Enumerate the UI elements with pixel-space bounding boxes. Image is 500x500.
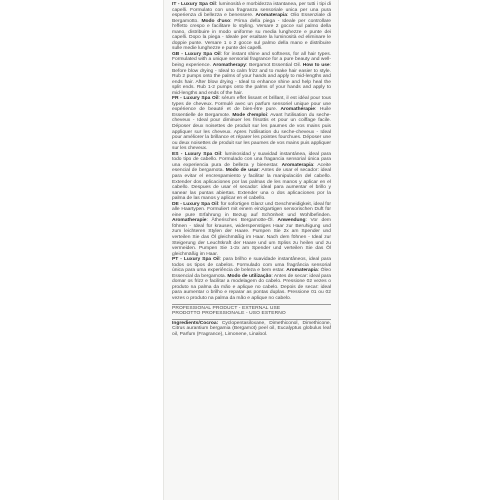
usage-label: Modo de utilização <box>227 273 272 279</box>
product-name: Luxury Spa Oil <box>183 201 218 207</box>
ingredients-text: Cyclopentasiloxane, Dimethiconol, Dimethicone, Citrus aurantium bergamia (Bergamot) peel oil, Eucalyptus globulus leaf oil, Parfum (Fragrance), Limonene, Linalool. <box>172 320 331 337</box>
product-name: Luxury Spa Oil <box>184 51 221 57</box>
description: : for instant shine and softness, for all hair types. Formulated with a unique sensorial fragrance for a pure beauty and well-being experience. <box>172 51 332 69</box>
aromatherapy-text: : Aceite esencial de bergamota. <box>172 162 331 174</box>
aromatherapy-label: Aromatherapie <box>172 218 207 224</box>
section-it: IT - Luxury Spa Oil: luminosità e morbidezza istantanea, per tutti i tipi di capelli. Formulato con una fragranza sensoriale unica per una pura esperienza di bellezza e benessere. Aromaterapia: Olio Essenziale di Bergamotto. Modo d'uso: Prima della piega - Ideale per controllare l'effetto crespo e facilitare lo styling. Versare 2 gocce sul palmo della mano, distribuire in modo uniforme su media lunghezze e punte dei capelli. Dopo la piega - Ideale per esaltare la luminosità ed eliminare le doppie punte. Versare 1 o 2 gocce sul palmo della mano e distribuire sulle medie lunghezze e punte dei capelli. <box>172 2 332 52</box>
aromatherapy-label: Aromaterapia <box>281 162 314 168</box>
usage-text: : Antes de secar: ideal para domar os frizz e facilitar a modelagem do cabelo. Pressione 02 vezes o produto na palma da mão e aplique no cabelo. Depois de secar: ideal para aumentar o brilho e reparar as pontas duplas. Pressione 01 ou 02 vezes o produto na palma da mão e aplique no cabelo. <box>172 273 331 301</box>
lang-code: DE <box>172 201 179 207</box>
aromatherapy-text: : Ätherisches Bergamotte-Öl. <box>206 218 274 224</box>
description: : para brilho e suavidade instantâneos, ideal para todos os tipos de cabelos. Formulado com uma fragrância sensorial única para uma experiência de beleza e bem estar. <box>172 257 331 274</box>
aromatherapy-text: : Bergamot Essential Oil. <box>245 63 301 69</box>
description: : sérum effet lissant et brillant, il est idéal pour tous types de cheveux. Formulé avec un parfum sensoriel unique pour une expérience de beauté et de bien-être pure. <box>172 96 332 113</box>
lang-code: IT <box>172 2 177 7</box>
usage-label: Modo de usar <box>225 168 259 174</box>
ingredients <box>172 321 331 338</box>
usage-label: Anwendung <box>277 218 306 224</box>
section-divider <box>172 304 331 305</box>
aromatherapy-text: : Huile Essentielle de Bergamote. <box>172 107 331 118</box>
label-text-block <box>172 2 331 337</box>
product-name: Luxury Spa Oil <box>181 2 216 7</box>
section-fr: FR - Luxury Spa Oil: sérum effet lissant et brillant, il est idéal pour tous types de cheveux. Formulé avec un parfum sensoriel unique pour une expérience de beauté et de bien-être pure. Aromathérapie: Huile Essentielle de Bergamote. Mode d'emploi: Avant l'utilisation du seche-cheveux - Ideal pour diminuer les frisottis et pour un coiffage facile. Déposer deux noisettes de produit sur les paumes de vos mains puis appliquer sur les cheveux. Apres l'utilisation du seche-cheveux - Ideal pour améliorer la brillance et réparer les pointes fourchues. Déposer une ou deux noisettes de produit sur les paumes de vos mains puis appliquer sur les cheveux. <box>172 96 332 152</box>
aromatherapy-label: Aromaterapia <box>286 268 318 274</box>
usage-label: Modo d'uso <box>201 18 231 24</box>
lang-code: ES <box>172 151 179 157</box>
section-pt: PT - Luxury Spa Oil: para brilho e suavidade instantâneos, ideal para todos os tipos de cabelos. Formulado com uma fragrância sensorial única para uma experiência de beleza e bem estar. Aromaterapia: Óleo Essencial da bergamota. Modo de utilização: Antes de secar: ideal para domar os frizz e facilitar a modelagem do cabelo. Pressione 02 vezes o produto na palma da mão e aplique no cabelo. Depois de secar: ideal para aumentar o brilho e reparar as pontas duplas. Pressione 01 ou 02 vezes o produto na palma da mão e aplique no cabelo. <box>172 257 331 301</box>
lang-code: FR <box>172 96 179 102</box>
aromatherapy-label: Aromatherapy <box>212 63 246 69</box>
product-name: Luxury Spa Oil <box>183 257 220 263</box>
usage-text: : Antes de usar el secador: ideal para evitar el encrespamiento y facilitar la manipulación del cabello. Extender dos aplicaciones por las palmas de les manos y aplicar en el cabello. Despues de usar el secador: ideal para aumentar el brillo y sanear las puntas abiertas. Extender una o dos aplicaciones por la palma de las manos y aplicar en el cabello. <box>172 168 332 202</box>
usage-label: Mode d'emploi <box>232 112 268 118</box>
aromatherapy-text: : Olio Essenziale di Bergamotto. <box>172 13 332 24</box>
lang-code: PT <box>172 257 179 263</box>
professional-notice-it: PRODOTTO PROFESSIONALE - USO ESTERNO <box>172 311 286 317</box>
product-label-strip <box>163 0 339 500</box>
ingredients-divider <box>172 319 331 320</box>
aromatherapy-label: Aromaterapia <box>255 13 287 19</box>
aromatherapy-text: : Óleo Essencial da bergamota. <box>172 268 331 279</box>
usage-text: : Prima della piega - Ideale per controllare l'effetto crespo e facilitare lo styling. Versare 2 gocce sul palmo della mano, distribuire in modo uniforme su media lunghezze e punte dei capelli. Dopo la piega - Ideale per esaltare la luminosità ed eliminare le doppie punte. Versare 1 o 2 gocce sul palmo della mano e distribuire sulle medie lunghezze e punte dei capelli. <box>172 18 332 52</box>
description: : luminosidad y suavidad instantánea, ideal para todo tipo de cabello. Formulado con una fragancia sensorial única para una experiencia pura de belleza y bienestar. <box>172 151 331 168</box>
description: : für sofortigen Glanz und Geschmeidigkeit, ideal für alle Haartypen. Formuliert mit einem einzigartigen sensorischen Duft für eine pure Erfahrung in Bezug auf Schönheit und Wohlbefinden. <box>172 201 331 218</box>
usage-text: : Vor dem föhnen - Ideal für krauses, widerspenstiges Haar zur Beruhigung und zum leichteren Stylen der Haare. Pumpen Sie 2x am Spender und verteilen Sie das Öl gleichmäßig im Haar. Nach dem föhnen - Ideal zur Steigerung der Leuchtkraft der Haare und um Spliss zu heilen und zu vermeiden. Pumpen Sie 1-2x am Spender und verteilen Sie das Öl gleichmäßig im Haar. <box>172 218 332 257</box>
product-name: Luxury Spa Oil <box>184 151 222 157</box>
section-de: DE - Luxury Spa Oil: für sofortigen Glanz und Geschmeidigkeit, ideal für alle Haartypen. Formuliert mit einem einzigartigen sensorischen Duft für eine pure Erfahrung in Bezug auf Schönheit und Wohlbefinden. Aromatherapie: Ätherisches Bergamotte-Öl. Anwendung: Vor dem föhnen - Ideal für krauses, widerspenstiges Haar zur Beruhigung und zum leichteren Stylen der Haare. Pumpen Sie 2x am Spender und verteilen Sie das Öl gleichmäßig im Haar. Nach dem föhnen - Ideal zur Steigerung der Leuchtkraft der Haare und um Spliss zu heilen und zu vermeiden. Pumpen Sie 1-2x am Spender und verteilen Sie das Öl gleichmäßig im Haar. <box>172 201 332 257</box>
usage-text: : Before blow drying - Ideal to calm frizz and to make hair easier to style. Rub 2 pumps onto the palms of your hands and apply to mid-lengths and ends hair. After blow drying - Ideal to enhance shine and help heal the split ends. Rub 1-2 pumps onto the palms of your hands and apply to mid-lengths and ends of the hair. <box>172 63 331 96</box>
section-es: ES - Luxury Spa Oil: luminosidad y suavidad instantánea, ideal para todo tipo de cabello. Formulado con una fragancia sensorial única para una experiencia pura de belleza y bienestar. Aromaterapia: Aceite esencial de bergamota. Modo de usar: Antes de usar el secador: ideal para evitar el encrespamiento y facilitar la manipulación del cabello. Extender dos aplicaciones por las palmas de les manos y aplicar en el cabello. Despues de usar el secador: ideal para aumentar el brillo y sanear las puntas abiertas. Extender una o dos aplicaciones por la palma de las manos y aplicar en el cabello. <box>172 151 332 202</box>
usage-label: How to use <box>302 63 330 69</box>
lang-code: GB <box>172 51 180 57</box>
product-name: Luxury Spa Oil <box>183 96 219 102</box>
aromatherapy-label: Aromathérapie <box>280 107 316 113</box>
section-gb: GB - Luxury Spa Oil: for instant shine and softness, for all hair types. Formulated with a unique sensorial fragrance for a pure beauty and well-being experience. Aromatherapy: Bergamot Essential Oil. How to use: Before blow drying - Ideal to calm frizz and to make hair easier to style. Rub 2 pumps onto the palms of your hands and apply to mid-lengths and ends hair. After blow drying - Ideal to enhance shine and help heal the split ends. Rub 1-2 pumps onto the palms of your hands and apply to mid-lengths and ends of the hair. <box>172 51 332 96</box>
ingredients-label: Ingredients/Cocroa: <box>172 320 219 326</box>
professional-notice: PROFESSIONAL PRODUCT - EXTERNAL USE <box>172 305 281 311</box>
usage-text: : Avant l'utilisation du seche-cheveux - Ideal pour diminuer les frisottis et pour un coiffage facile. Déposer deux noisettes de produit sur les paumes de vos mains puis appliquer sur les cheveux. Apres l'utilisation du seche-cheveux - Ideal pour améliorer la brillance et réparer les pointes fourchues. Déposer une ou deux noisettes de produit sur les paumes de vos mains puis appliquer sur les cheveux. <box>172 112 332 152</box>
description: : luminosità e morbidezza istantanea, per tutti i tipi di capelli. Formulato con una fragranza sensoriale unica per una pura esperienza di bellezza e benessere. <box>172 2 331 19</box>
